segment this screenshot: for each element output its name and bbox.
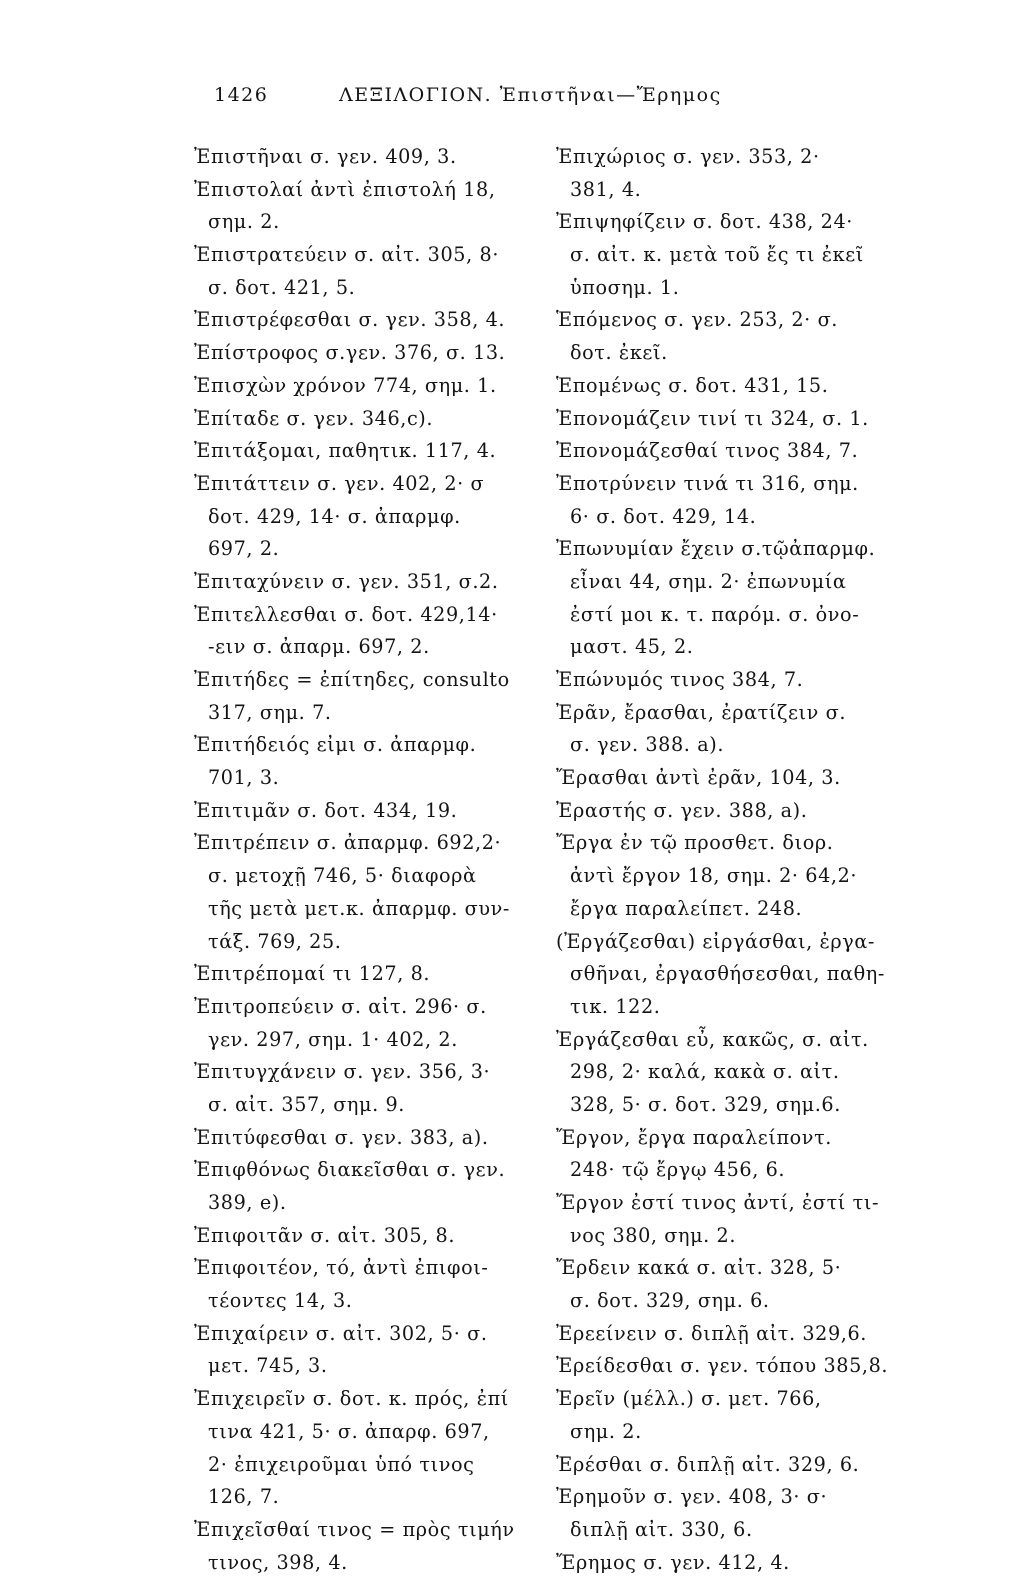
entry-line: γεν. 297, σημ. 1· 402, 2. [208, 1027, 458, 1051]
lexicon-entry [194, 1056, 549, 1121]
entry-line: Ἐρᾶν, ἔρασθαι, ἐρατίζειν σ. [556, 700, 847, 724]
entry-line: Ἐπιτυγχάνειν σ. γεν. 356, 3· [194, 1060, 491, 1084]
entry-line: Ἐρέσθαι σ. διπλῇ αἰτ. 329, 6. [556, 1452, 860, 1476]
lexicon-entry [194, 795, 549, 828]
lexicon-entry [194, 403, 549, 436]
lexicon-entry [556, 664, 908, 697]
entry-line: σ. αἰτ. 357, σημ. 9. [208, 1092, 405, 1116]
lexicon-entry [194, 435, 549, 468]
entry-line: εἶναι 44, σημ. 2· ἐπωνυμία [570, 569, 847, 593]
lexicon-entry [556, 435, 908, 468]
lexicon-entry [194, 304, 549, 337]
lexicon-entry [194, 468, 549, 566]
entry-line: Ἐπιχειρεῖν σ. δοτ. κ. πρός, ἐπί [194, 1387, 509, 1411]
entry-line: δοτ. ἐκεῖ. [570, 341, 668, 365]
entry-line: σημ. 2. [208, 210, 280, 234]
entry-line: ἀντὶ ἔργον 18, σημ. 2· 64,2· [570, 864, 858, 888]
entry-line: Ἐπιτάττειν σ. γεν. 402, 2· σ [194, 471, 485, 495]
entry-line: Ἐρείδεσθαι σ. γεν. τόπου 385,8. [556, 1354, 889, 1378]
page-number: 1426 [214, 84, 269, 106]
entry-line: 389, e). [208, 1191, 287, 1214]
entry-line: Ἔργον, ἔργα παραλείποντ. [556, 1125, 832, 1149]
entry-line: ἐστί μοι κ. τ. παρόμ. σ. ὀνο- [570, 602, 860, 626]
entry-line: τάξ. 769, 25. [208, 929, 342, 953]
entry-line: τῆς μετὰ μετ.κ. ἀπαρμφ. συν- [208, 896, 510, 920]
lexicon-entry [194, 664, 549, 729]
entry-line: Ἔρασθαι ἀντὶ ἐρᾶν, 104, 3. [556, 766, 841, 790]
entry-line: σ. δοτ. 421, 5. [208, 275, 356, 299]
lexicon-entry [194, 1122, 549, 1155]
lexicon-entry [556, 1122, 908, 1187]
entry-line: σημ. 2. [570, 1419, 642, 1443]
entry-line: Ἐπώνυμός τινος 384, 7. [556, 668, 804, 691]
page-header [214, 84, 974, 120]
lexicon-entry [556, 468, 908, 533]
lexicon-entry [194, 1220, 549, 1253]
right-column [556, 141, 908, 1579]
lexicon-entry [556, 1449, 908, 1482]
entry-line: 381, 4. [570, 177, 642, 201]
entry-line: 6· σ. δοτ. 429, 14. [570, 504, 757, 528]
lexicon-entry [556, 1350, 908, 1383]
entry-line: (Ἐργάζεσθαι) εἰργάσθαι, ἐργα- [556, 929, 875, 953]
lexicon-entry [556, 795, 908, 828]
entry-line: Ἐπιτρέπομαί τι 127, 8. [194, 962, 431, 986]
entry-line: διπλῇ αἰτ. 330, 6. [570, 1517, 753, 1541]
entry-line: τέοντες 14, 3. [208, 1289, 353, 1313]
lexicon-entry [194, 370, 549, 403]
lexicon-entry [194, 1514, 549, 1579]
entry-line: Ἐπιταχύνειν σ. γεν. 351, σ.2. [194, 569, 499, 593]
entry-line: Ἐπισχὼν χρόνον 774, σημ. 1. [194, 373, 497, 397]
entry-line: Ἐπιχώριος σ. γεν. 353, 2· [556, 145, 820, 168]
lexicon-entry [194, 566, 549, 599]
lexicon-entry [194, 991, 549, 1056]
lexicon-entry [556, 1547, 908, 1579]
entry-line: ὑποσημ. 1. [570, 275, 680, 299]
entry-line: σθῆναι, ἐργασθήσεσθαι, παθη- [570, 962, 885, 986]
entry-line: ἔργα παραλείπετ. 248. [570, 896, 803, 920]
entry-line: Ἐπονομάζειν τινί τι 324, σ. 1. [556, 406, 869, 430]
lexicon-entry [194, 1252, 549, 1317]
entry-line: σ. δοτ. 329, σημ. 6. [570, 1289, 770, 1313]
running-title: ΛΕΞΙΛΟΓΙΟΝ. Ἐπιστῆναι—Ἔρημος [339, 84, 722, 106]
lexicon-entry [556, 1318, 908, 1351]
lexicon-entry [194, 1154, 549, 1219]
lexicon-entry [194, 239, 549, 304]
entry-line: Ἐπιτελλεσθαι σ. δοτ. 429,14· [194, 602, 498, 626]
entry-line: Ἐραστής σ. γεν. 388, a). [556, 798, 808, 822]
lexicon-entry [194, 337, 549, 370]
entry-line: Ἔργον ἐστί τινος ἀντί, ἐστί τι- [556, 1191, 880, 1214]
entry-line: Ἐπιτήδες = ἐπίτηδες, consulto [194, 668, 510, 691]
entry-line: 298, 2· καλά, κακὰ σ. αἰτ. [570, 1060, 840, 1084]
lexicon-entry [556, 141, 908, 206]
entry-line: νος 380, σημ. 2. [570, 1223, 737, 1247]
lexicon-entry [556, 762, 908, 795]
entry-line: Ἐπιφοιτᾶν σ. αἰτ. 305, 8. [194, 1223, 456, 1247]
entry-line: Ἔρημος σ. γεν. 412, 4. [556, 1550, 790, 1574]
entry-line: 248· τῷ ἔργῳ 456, 6. [570, 1158, 786, 1182]
lexicon-entry [194, 827, 549, 958]
lexicon-entry [194, 958, 549, 991]
entry-line: δοτ. 429, 14· σ. ἀπαρμφ. [208, 504, 461, 528]
lexicon-entry [556, 370, 908, 403]
entry-line: Ἐπωνυμίαν ἔχειν σ.τῷἀπαρμφ. [556, 537, 876, 561]
entry-line: Ἐπίστροφος σ.γεν. 376, σ. 13. [194, 341, 506, 365]
entry-line: Ἐπιτρέπειν σ. ἀπαρμφ. 692,2· [194, 831, 502, 855]
lexicon-entry [556, 1481, 908, 1546]
entry-line: Ἐπονομάζεσθαί τινος 384, 7. [556, 439, 859, 463]
entry-line: τικ. 122. [570, 994, 661, 1018]
entry-line: τινα 421, 5· σ. ἀπαρφ. 697, [208, 1419, 490, 1443]
lexicon-entry [556, 1252, 908, 1317]
lexicon-entry [194, 174, 549, 239]
entry-line: Ἐργάζεσθαι εὖ, κακῶς, σ. αἰτ. [556, 1027, 869, 1051]
entry-line: 126, 7. [208, 1485, 280, 1509]
lexicon-entry [556, 926, 908, 1024]
entry-line: Ἐπιχεῖσθαί τινος = πρὸς τιμήν [194, 1517, 515, 1541]
entry-line: 697, 2. [208, 537, 280, 561]
lexicon-entry [194, 599, 549, 664]
lexicon-entry [194, 1383, 549, 1514]
lexicon-entry [194, 729, 549, 794]
lexicon-entry [556, 304, 908, 369]
lexicon-entry [556, 1187, 908, 1252]
lexicon-entry [556, 1024, 908, 1122]
entry-line: τινος, 398, 4. [208, 1550, 348, 1574]
entry-line: Ἐπιτιμᾶν σ. δοτ. 434, 19. [194, 798, 458, 822]
entry-line: Ἔρδειν κακά σ. αἰτ. 328, 5· [556, 1256, 842, 1280]
entry-line: Ἐπιτύφεσθαι σ. γεν. 383, a). [194, 1125, 489, 1149]
entry-line: Ἐπιστρέφεσθαι σ. γεν. 358, 4. [194, 308, 506, 332]
entry-line: σ. αἰτ. κ. μετὰ τοῦ ἔς τι ἐκεῖ [570, 243, 864, 267]
entry-line: Ἐπιφθόνως διακεῖσθαι σ. γεν. [194, 1158, 506, 1182]
left-column [194, 141, 549, 1579]
entry-line: Ἔργα ἐν τῷ προσθετ. διορ. [556, 831, 834, 855]
entry-line: Ἐπίταδε σ. γεν. 346,c). [194, 406, 434, 430]
entry-line: Ἐπιστρατεύειν σ. αἰτ. 305, 8· [194, 243, 500, 267]
entry-line: 317, σημ. 7. [208, 700, 332, 724]
entry-line: Ἐπιφοιτέον, τό, ἀντὶ ἐπιφοι- [194, 1256, 489, 1280]
entry-line: μετ. 745, 3. [208, 1354, 328, 1378]
entry-line: Ἐπιτήδειός εἰμι σ. ἀπαρμφ. [194, 733, 477, 757]
entry-line: Ἐρεείνειν σ. διπλῇ αἰτ. 329,6. [556, 1321, 868, 1345]
entry-line: 328, 5· σ. δοτ. 329, σημ.6. [570, 1092, 841, 1116]
entry-line: Ἐπιψηφίζειν σ. δοτ. 438, 24· [556, 210, 853, 234]
entry-line: Ἑπομένως σ. δοτ. 431, 15. [556, 373, 829, 397]
entry-line: Ἐρεῖν (μέλλ.) σ. μετ. 766, [556, 1387, 822, 1411]
entry-line: Ἐπιστολαί ἀντὶ ἐπιστολή 18, [194, 177, 496, 201]
entry-line: 2· ἐπιχειροῦμαι ὑπό τινος [208, 1452, 475, 1476]
lexicon-entry [556, 827, 908, 925]
lexicon-entry [556, 1383, 908, 1448]
lexicon-entry [556, 206, 908, 304]
lexicon-entry [194, 1318, 549, 1383]
lexicon-entry [194, 141, 549, 174]
entry-line: -ειν σ. ἀπαρμ. 697, 2. [208, 635, 430, 659]
entry-line: σ. μετοχῇ 746, 5· διαφορὰ [208, 864, 477, 888]
lexicon-entry [556, 403, 908, 436]
entry-line: Ἐπιστῆναι σ. γεν. 409, 3. [194, 145, 457, 168]
entry-line: Ἐπιτάξομαι, παθητικ. 117, 4. [194, 439, 497, 463]
entry-line: Ἑπόμενος σ. γεν. 253, 2· σ. [556, 308, 838, 332]
lexicon-entry [556, 533, 908, 664]
entry-line: Ἐρημοῦν σ. γεν. 408, 3· σ· [556, 1485, 828, 1509]
entry-line: σ. γεν. 388. a). [570, 733, 725, 757]
entry-line: Ἐπιχαίρειν σ. αἰτ. 302, 5· σ. [194, 1321, 488, 1345]
entry-line: 701, 3. [208, 766, 280, 790]
entry-line: Ἐπιτροπεύειν σ. αἰτ. 296· σ. [194, 994, 487, 1018]
entry-line: μαστ. 45, 2. [570, 635, 694, 659]
lexicon-entry [556, 697, 908, 762]
entry-line: Ἐποτρύνειν τινά τι 316, σημ. [556, 471, 859, 495]
